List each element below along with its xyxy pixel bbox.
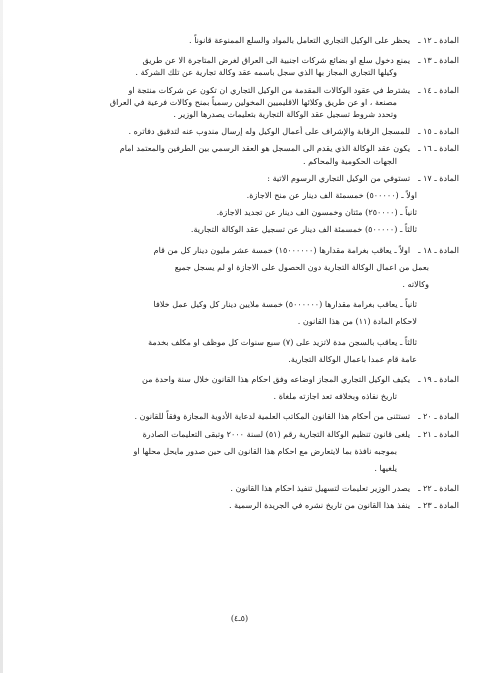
article-20 bbox=[22, 410, 459, 422]
article-label: المادة ـ ١٤ ـ bbox=[418, 84, 459, 95]
article-16 bbox=[22, 142, 459, 154]
article-label: المادة ـ ١٣ ـ bbox=[418, 55, 459, 66]
article-text-cont: تاريخ نفاذه وبخلافه تعد اجازته ملغاة . bbox=[273, 391, 397, 402]
article-text: اولاً ـ يعاقب بغرامة مقدارها (١٥٠٠٠٠٠٠) خمسة عشر مليون دينار كل من قام bbox=[153, 244, 411, 255]
article-label: المادة ـ ٢٠ ـ bbox=[418, 411, 459, 422]
article-text-cont: وتحدد شروط تسجيل عقد الوكالة التجارية بتعليمات يصدرها الوزير . bbox=[173, 109, 397, 120]
article-text: تستثنى من أحكام هذا القانون المكاتب العلمية لدعاية الأدوية المجازة وفقاً للقانون . bbox=[134, 411, 411, 422]
article-12 bbox=[22, 34, 459, 46]
fee-item: ثالثاً ـ (٥٠٠٠٠٠) خمسمئة الف دينار عن تسجيل عقد الوكالة التجارية. bbox=[190, 224, 417, 235]
article-text: للمسجل الرقابة والإشراف على أعمال الوكيل وله إرسال مندوب عنه لتدقيق دفاتره . bbox=[128, 126, 411, 137]
article-text: يمنع دخول سلع او بضائع شركات اجنبية الى العراق لغرض المتاجرة الا عن طريق bbox=[142, 55, 411, 66]
article-label: المادة ـ ٢٢ ـ bbox=[418, 483, 459, 494]
article-label: المادة ـ ١٢ ـ bbox=[418, 35, 459, 45]
article-text: تستوفي من الوكيل التجاري الرسوم الاتية : bbox=[267, 172, 411, 183]
article-14 bbox=[22, 84, 459, 96]
article-label: المادة ـ ١٥ ـ bbox=[418, 126, 459, 137]
article-label: المادة ـ ١٨ ـ bbox=[418, 244, 459, 255]
article-text-cont: بعمل من اعمال الوكالة التجارية دون الحصول على الاجازة او لم يسجل جميع bbox=[174, 261, 429, 272]
article-text-cont: وكالاته . bbox=[402, 279, 429, 290]
page-number: (٥ـ٤) bbox=[230, 614, 249, 623]
article-clause-cont: عامة قام عمدا باعمال الوكالة التجارية. bbox=[288, 353, 417, 364]
article-19 bbox=[22, 373, 459, 385]
article-clause: ثانياً ـ يعاقب بغرامة مقدارها (٥٠٠٠٠٠٠) خمسة ملايين دينار كل وكيل عمل خلافا bbox=[153, 299, 417, 310]
article-text: يكيف الوكيل التجاري المجاز اوضاعه وفق احكام هذا القانون خلال سنة واحدة من bbox=[142, 374, 411, 385]
article-text: يلغى قانون تنظيم الوكالة التجارية رقم (٥١) لسنة ٢٠٠٠ وتبقى التعليمات الصادرة bbox=[142, 428, 411, 439]
article-clause: ثالثاً ـ يعاقب بالسجن مدة لاتزيد على (٧) سبع سنوات كل موظف او مكلف بخدمة bbox=[148, 336, 417, 347]
article-text-cont: مصنعة ، او عن طريق وكلائها الاقليميين المخولين رسمياً بمنح وكالات فرعية في العراق bbox=[109, 96, 397, 107]
article-22 bbox=[22, 482, 459, 494]
article-21 bbox=[22, 428, 459, 440]
scan-edge bbox=[0, 0, 3, 673]
article-clause-cont: لاحكام المادة (١١) من هذا القانون . bbox=[297, 316, 417, 327]
article-text-cont: الجهات الحكومية والمحاكم . bbox=[303, 155, 397, 166]
fee-item: ثانياً ـ (٢٥٠٠٠٠) مئتان وخمسون الف دينار عن تجديد الاجازة. bbox=[216, 207, 417, 218]
article-label: المادة ـ ٢١ ـ bbox=[418, 428, 459, 439]
article-text-cont: وكيلها التجاري المجاز بها الذي سجل باسمه عقد وكالة تجارية عن تلك الشركة . bbox=[135, 67, 397, 78]
article-label: المادة ـ ٢٣ ـ bbox=[418, 500, 459, 511]
article-text: يصدر الوزير تعليمات لتسهيل تنفيذ احكام هذا القانون . bbox=[230, 483, 411, 494]
article-text-cont: بموجبه نافذة بما لايتعارض مع احكام هذا القانون الى حين صدور مايحل محلها او bbox=[133, 445, 397, 456]
article-text: يشترط في عقود الوكالات المقدمة من الوكيل التجاري ان تكون عن شركات منتجة او bbox=[128, 84, 411, 95]
article-text: يحظر على الوكيل التجاري التعامل بالمواد والسلع الممنوعة قانوناً . bbox=[189, 35, 411, 45]
article-text: يكون عقد الوكالة الذي يقدم الى المسجل هو العقد الرسمي بين الطرفين والمعتمد امام bbox=[119, 143, 411, 154]
article-label: المادة ـ ١٩ ـ bbox=[418, 374, 459, 385]
article-23 bbox=[22, 499, 459, 511]
article-15 bbox=[22, 125, 459, 137]
article-text: ينفذ هذا القانون من تاريخ نشره في الجريدة الرسمية . bbox=[228, 500, 411, 511]
article-label: المادة ـ ١٦ ـ bbox=[418, 143, 459, 154]
article-text-cont: يلغيها . bbox=[374, 463, 397, 474]
article-17 bbox=[22, 172, 459, 184]
article-13 bbox=[22, 54, 459, 66]
article-18 bbox=[22, 244, 459, 256]
article-label: المادة ـ ١٧ ـ bbox=[418, 172, 459, 183]
fee-item: اولاً ـ (٥٠٠٠٠٠) خمسمئة الف دينار عن منح الاجازة. bbox=[246, 190, 417, 201]
